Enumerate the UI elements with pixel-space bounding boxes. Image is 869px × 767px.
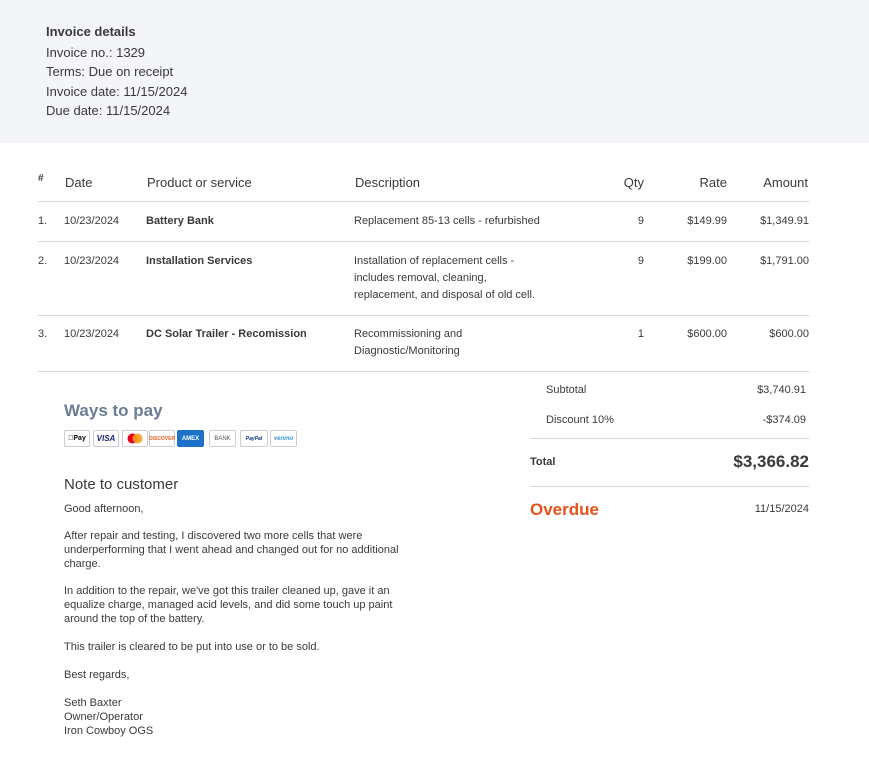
row-rate: $149.99 <box>687 215 727 227</box>
invoice-terms: Terms: Due on receipt <box>46 64 174 79</box>
row-number: 3. <box>38 328 48 340</box>
note-greeting: Good afternoon, <box>64 503 144 515</box>
row-description: Installation of replacement cells - includes removal, cleaning, replacement, and disposal of old cell. <box>354 255 535 301</box>
column-header-qty: Qty <box>623 175 644 190</box>
ways-to-pay-heading: Ways to pay <box>64 401 163 420</box>
table-header <box>38 168 809 202</box>
note-signature: Seth Baxter Owner/Operator Iron Cowboy OGS <box>64 697 154 737</box>
column-header-product: Product or service <box>147 175 252 190</box>
row-date: 10/23/2024 <box>64 328 120 340</box>
venmo-icon: venmo <box>270 430 297 447</box>
row-rate: $199.00 <box>687 255 727 267</box>
visa-icon: VISA <box>93 430 119 447</box>
apple-pay-icon: Pay <box>64 430 90 447</box>
subtotal-value: $3,740.91 <box>757 384 806 396</box>
totals-divider <box>530 438 809 439</box>
row-date: 10/23/2024 <box>64 215 120 227</box>
table-row <box>38 242 809 316</box>
row-qty: 1 <box>637 328 644 340</box>
row-date: 10/23/2024 <box>64 255 120 267</box>
subtotal-label: Subtotal <box>546 384 587 396</box>
note-paragraph: After repair and testing, I discovered two more cells that were underperforming that I went ahead and changed out for no additional charge. <box>64 530 399 570</box>
mastercard-circles <box>126 433 144 444</box>
row-product: DC Solar Trailer - Recomission <box>146 328 307 340</box>
line-items-table <box>38 168 809 372</box>
row-product: Installation Services <box>146 255 253 267</box>
note-paragraph: In addition to the repair, we've got this trailer cleaned up, gave it an equalize charge, managed acid levels, and did some touch up paint around the top of the battery. <box>64 585 393 625</box>
note-title: Note to customer <box>64 476 179 493</box>
total-divider <box>530 486 809 487</box>
paypal-icon: PayPal <box>240 430 268 447</box>
invoice-details-panel <box>0 0 869 143</box>
total-label: Total <box>530 456 556 468</box>
discount-value: -$374.09 <box>762 414 806 426</box>
discover-icon: DISCOVER <box>149 430 175 447</box>
overdue-date: 11/15/2024 <box>754 503 809 515</box>
row-qty: 9 <box>637 215 644 227</box>
row-description: Replacement 85-13 cells - refurbished <box>354 215 540 227</box>
note-paragraph: This trailer is cleared to be put into use or to be sold. <box>64 641 320 653</box>
column-header-amount: Amount <box>763 175 808 190</box>
due-date: Due date: 11/15/2024 <box>46 103 171 118</box>
mastercard-icon <box>122 430 148 447</box>
bank-icon: BANK <box>209 430 236 447</box>
column-header-date: Date <box>65 175 93 190</box>
column-header-number: # <box>38 173 44 184</box>
row-description: Recommissioning and Diagnostic/Monitoring <box>354 328 463 357</box>
row-qty: 9 <box>637 255 644 267</box>
row-amount: $1,349.91 <box>760 215 809 227</box>
column-header-description: Description <box>355 175 421 190</box>
column-header-rate: Rate <box>699 175 727 190</box>
invoice-details-heading: Invoice details <box>46 24 136 39</box>
row-product: Battery Bank <box>146 215 214 227</box>
discount-label: Discount 10% <box>546 414 614 426</box>
overdue-status: Overdue <box>530 500 599 519</box>
invoice-number: Invoice no.: 1329 <box>46 45 146 60</box>
row-number: 2. <box>38 255 48 267</box>
total-value: $3,366.82 <box>733 452 809 471</box>
table-row <box>38 316 809 372</box>
row-amount: $600.00 <box>769 328 809 340</box>
amex-icon: AMEX <box>177 430 204 447</box>
note-closing: Best regards, <box>64 669 130 681</box>
invoice-date: Invoice date: 11/15/2024 <box>46 84 188 99</box>
row-number: 1. <box>38 215 48 227</box>
table-row <box>38 202 809 242</box>
row-rate: $600.00 <box>687 328 727 340</box>
row-amount: $1,791.00 <box>760 255 809 267</box>
